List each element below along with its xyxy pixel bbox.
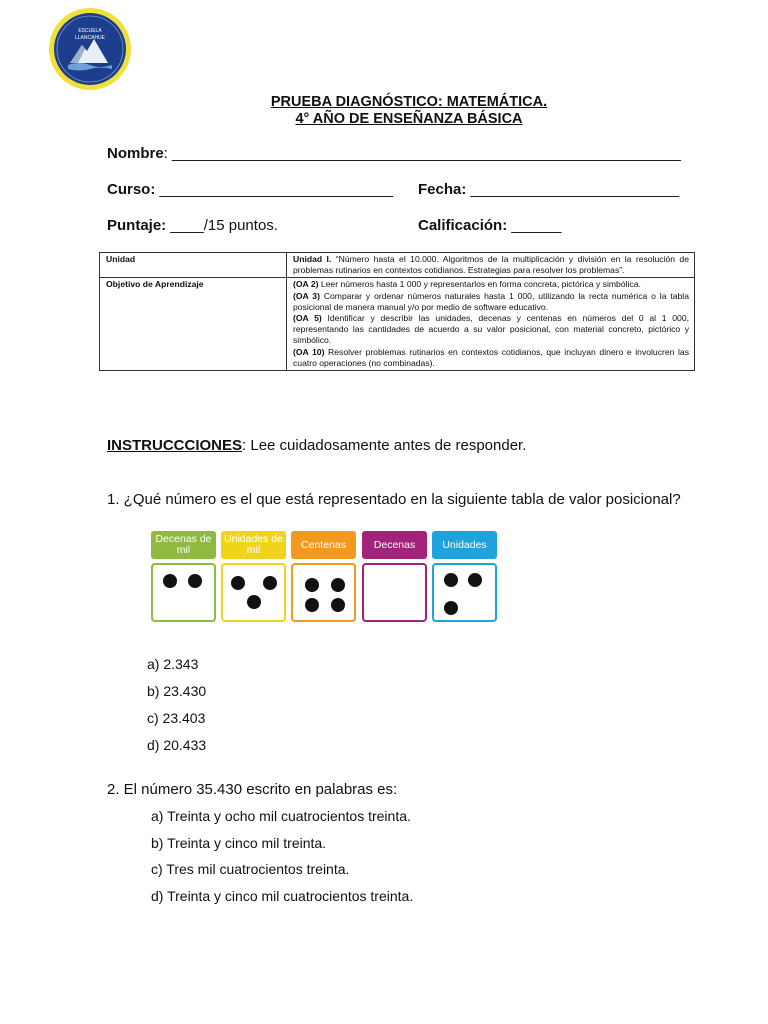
oa-code: (OA 10) bbox=[293, 346, 325, 357]
counter-dot bbox=[305, 578, 319, 592]
nombre-field bbox=[107, 145, 681, 162]
unidad-text: “Número hasta el 10.000. Algoritmos de la multiplicación y división en la resolución de problemas rutinarios en contextos cotidianos. Estrategias para resolver los problemas”. bbox=[293, 254, 689, 276]
oa-text: Resolver problemas rutinarios en contextos cotidianos, que incluyan dinero e involucren las cuatro operaciones (no combinadas). bbox=[293, 346, 689, 368]
counter-dot bbox=[305, 598, 319, 612]
counter-dot bbox=[231, 576, 245, 590]
fecha-field bbox=[418, 181, 679, 198]
instructions-text: : Lee cuidadosamente antes de responder. bbox=[242, 437, 527, 454]
q1-option-b[interactable]: b) 23.430 bbox=[147, 683, 207, 699]
q1-option-a[interactable]: a) 2.343 bbox=[147, 656, 199, 672]
q2-option-c[interactable]: c) Tres mil cuatrocientos treinta. bbox=[151, 861, 350, 877]
oa-item bbox=[293, 347, 689, 369]
unidad-bold: Unidad I. bbox=[293, 254, 332, 264]
nombre-label: Nombre bbox=[107, 145, 164, 162]
unidad-label: Unidad bbox=[100, 253, 287, 278]
pv-box-decenas-de-mil bbox=[151, 563, 216, 622]
question-1: 1. ¿Qué número es el que está representado en la siguiente tabla de valor posicional? bbox=[107, 491, 681, 508]
curso-blank: ____________________________ bbox=[155, 181, 394, 198]
calificacion-field bbox=[418, 217, 561, 234]
objectives-table bbox=[99, 252, 695, 371]
table-row-objetivo bbox=[100, 278, 695, 371]
q2-option-d[interactable]: d) Treinta y cinco mil cuatrocientos treinta. bbox=[151, 888, 414, 904]
oa-item bbox=[293, 291, 689, 313]
oa-item bbox=[293, 279, 689, 290]
calificacion-label: Calificación: bbox=[418, 217, 508, 234]
table-row-unidad bbox=[100, 253, 695, 278]
q1-option-d[interactable]: d) 20.433 bbox=[147, 737, 207, 753]
puntaje-label: Puntaje: bbox=[107, 217, 167, 234]
q1-option-c[interactable]: c) 23.403 bbox=[147, 710, 206, 726]
logo-line-2: LLANCAHUE bbox=[74, 35, 105, 41]
calificacion-blank: ______ bbox=[507, 217, 562, 234]
q2-option-b[interactable]: b) Treinta y cinco mil treinta. bbox=[151, 835, 327, 851]
oa-text: Comparar y ordenar números naturales hasta 1 000, utilizando la recta numérica o la tabla posicional de manera manual y/o por medio de software educativo. bbox=[293, 290, 689, 312]
pv-header-centenas: Centenas bbox=[291, 531, 356, 559]
instructions-label: INSTRUCCCIONES bbox=[107, 437, 243, 454]
objetivo-label: Objetivo de Aprendizaje bbox=[100, 278, 287, 371]
unidad-description bbox=[287, 253, 695, 278]
oa-text: Identificar y describir las unidades, decenas y centenas en números del 0 al 1 000, representando las cantidades de acuerdo a su valor posicional, con material concreto, pictórico y simbólico. bbox=[293, 313, 689, 346]
logo-line-1: ESCUELA bbox=[78, 28, 102, 34]
pv-header-decenas: Decenas bbox=[362, 531, 427, 559]
page-title: PRUEBA DIAGNÓSTICO: MATEMÁTICA. bbox=[270, 94, 548, 110]
oa-text: Leer números hasta 1 000 y representarlos en forma concreta, pictórica y simbólica. bbox=[318, 279, 641, 290]
objetivo-list bbox=[287, 278, 695, 371]
pv-header-unidades: Unidades bbox=[432, 531, 497, 559]
counter-dot bbox=[331, 578, 345, 592]
curso-label: Curso: bbox=[107, 181, 156, 198]
puntaje-field bbox=[107, 217, 278, 234]
nombre-blank: : _____________________________________________________________ bbox=[163, 145, 681, 162]
counter-dot bbox=[163, 574, 177, 588]
curso-field bbox=[107, 181, 393, 198]
school-crest-icon bbox=[48, 7, 132, 91]
counter-dot bbox=[188, 574, 202, 588]
fecha-label: Fecha: bbox=[418, 181, 467, 198]
q2-option-a[interactable]: a) Treinta y ocho mil cuatrocientos treinta. bbox=[151, 808, 411, 824]
oa-code: (OA 2) bbox=[293, 279, 319, 290]
counter-dot bbox=[444, 601, 458, 615]
pv-box-unidades bbox=[432, 563, 497, 622]
page-subtitle: 4° AÑO DE ENSEÑANZA BÁSICA bbox=[295, 111, 523, 127]
counter-dot bbox=[247, 595, 261, 609]
counter-dot bbox=[468, 573, 482, 587]
pv-header-decenas-de-mil: Decenas de mil bbox=[151, 531, 216, 559]
question-2: 2. El número 35.430 escrito en palabras es: bbox=[107, 781, 398, 798]
oa-code: (OA 3) bbox=[293, 290, 320, 301]
school-logo bbox=[48, 7, 132, 91]
counter-dot bbox=[331, 598, 345, 612]
pv-box-decenas bbox=[362, 563, 427, 622]
counter-dot bbox=[263, 576, 277, 590]
puntaje-blank: ____/15 puntos. bbox=[166, 217, 278, 234]
fecha-blank: _________________________ bbox=[466, 181, 680, 198]
pv-box-centenas bbox=[291, 563, 356, 622]
instructions bbox=[107, 437, 526, 454]
counter-dot bbox=[444, 573, 458, 587]
oa-item bbox=[293, 313, 689, 347]
oa-code: (OA 5) bbox=[293, 313, 322, 324]
pv-header-unidades-de-mil: Unidades de mil bbox=[221, 531, 286, 559]
pv-box-unidades-de-mil bbox=[221, 563, 286, 622]
